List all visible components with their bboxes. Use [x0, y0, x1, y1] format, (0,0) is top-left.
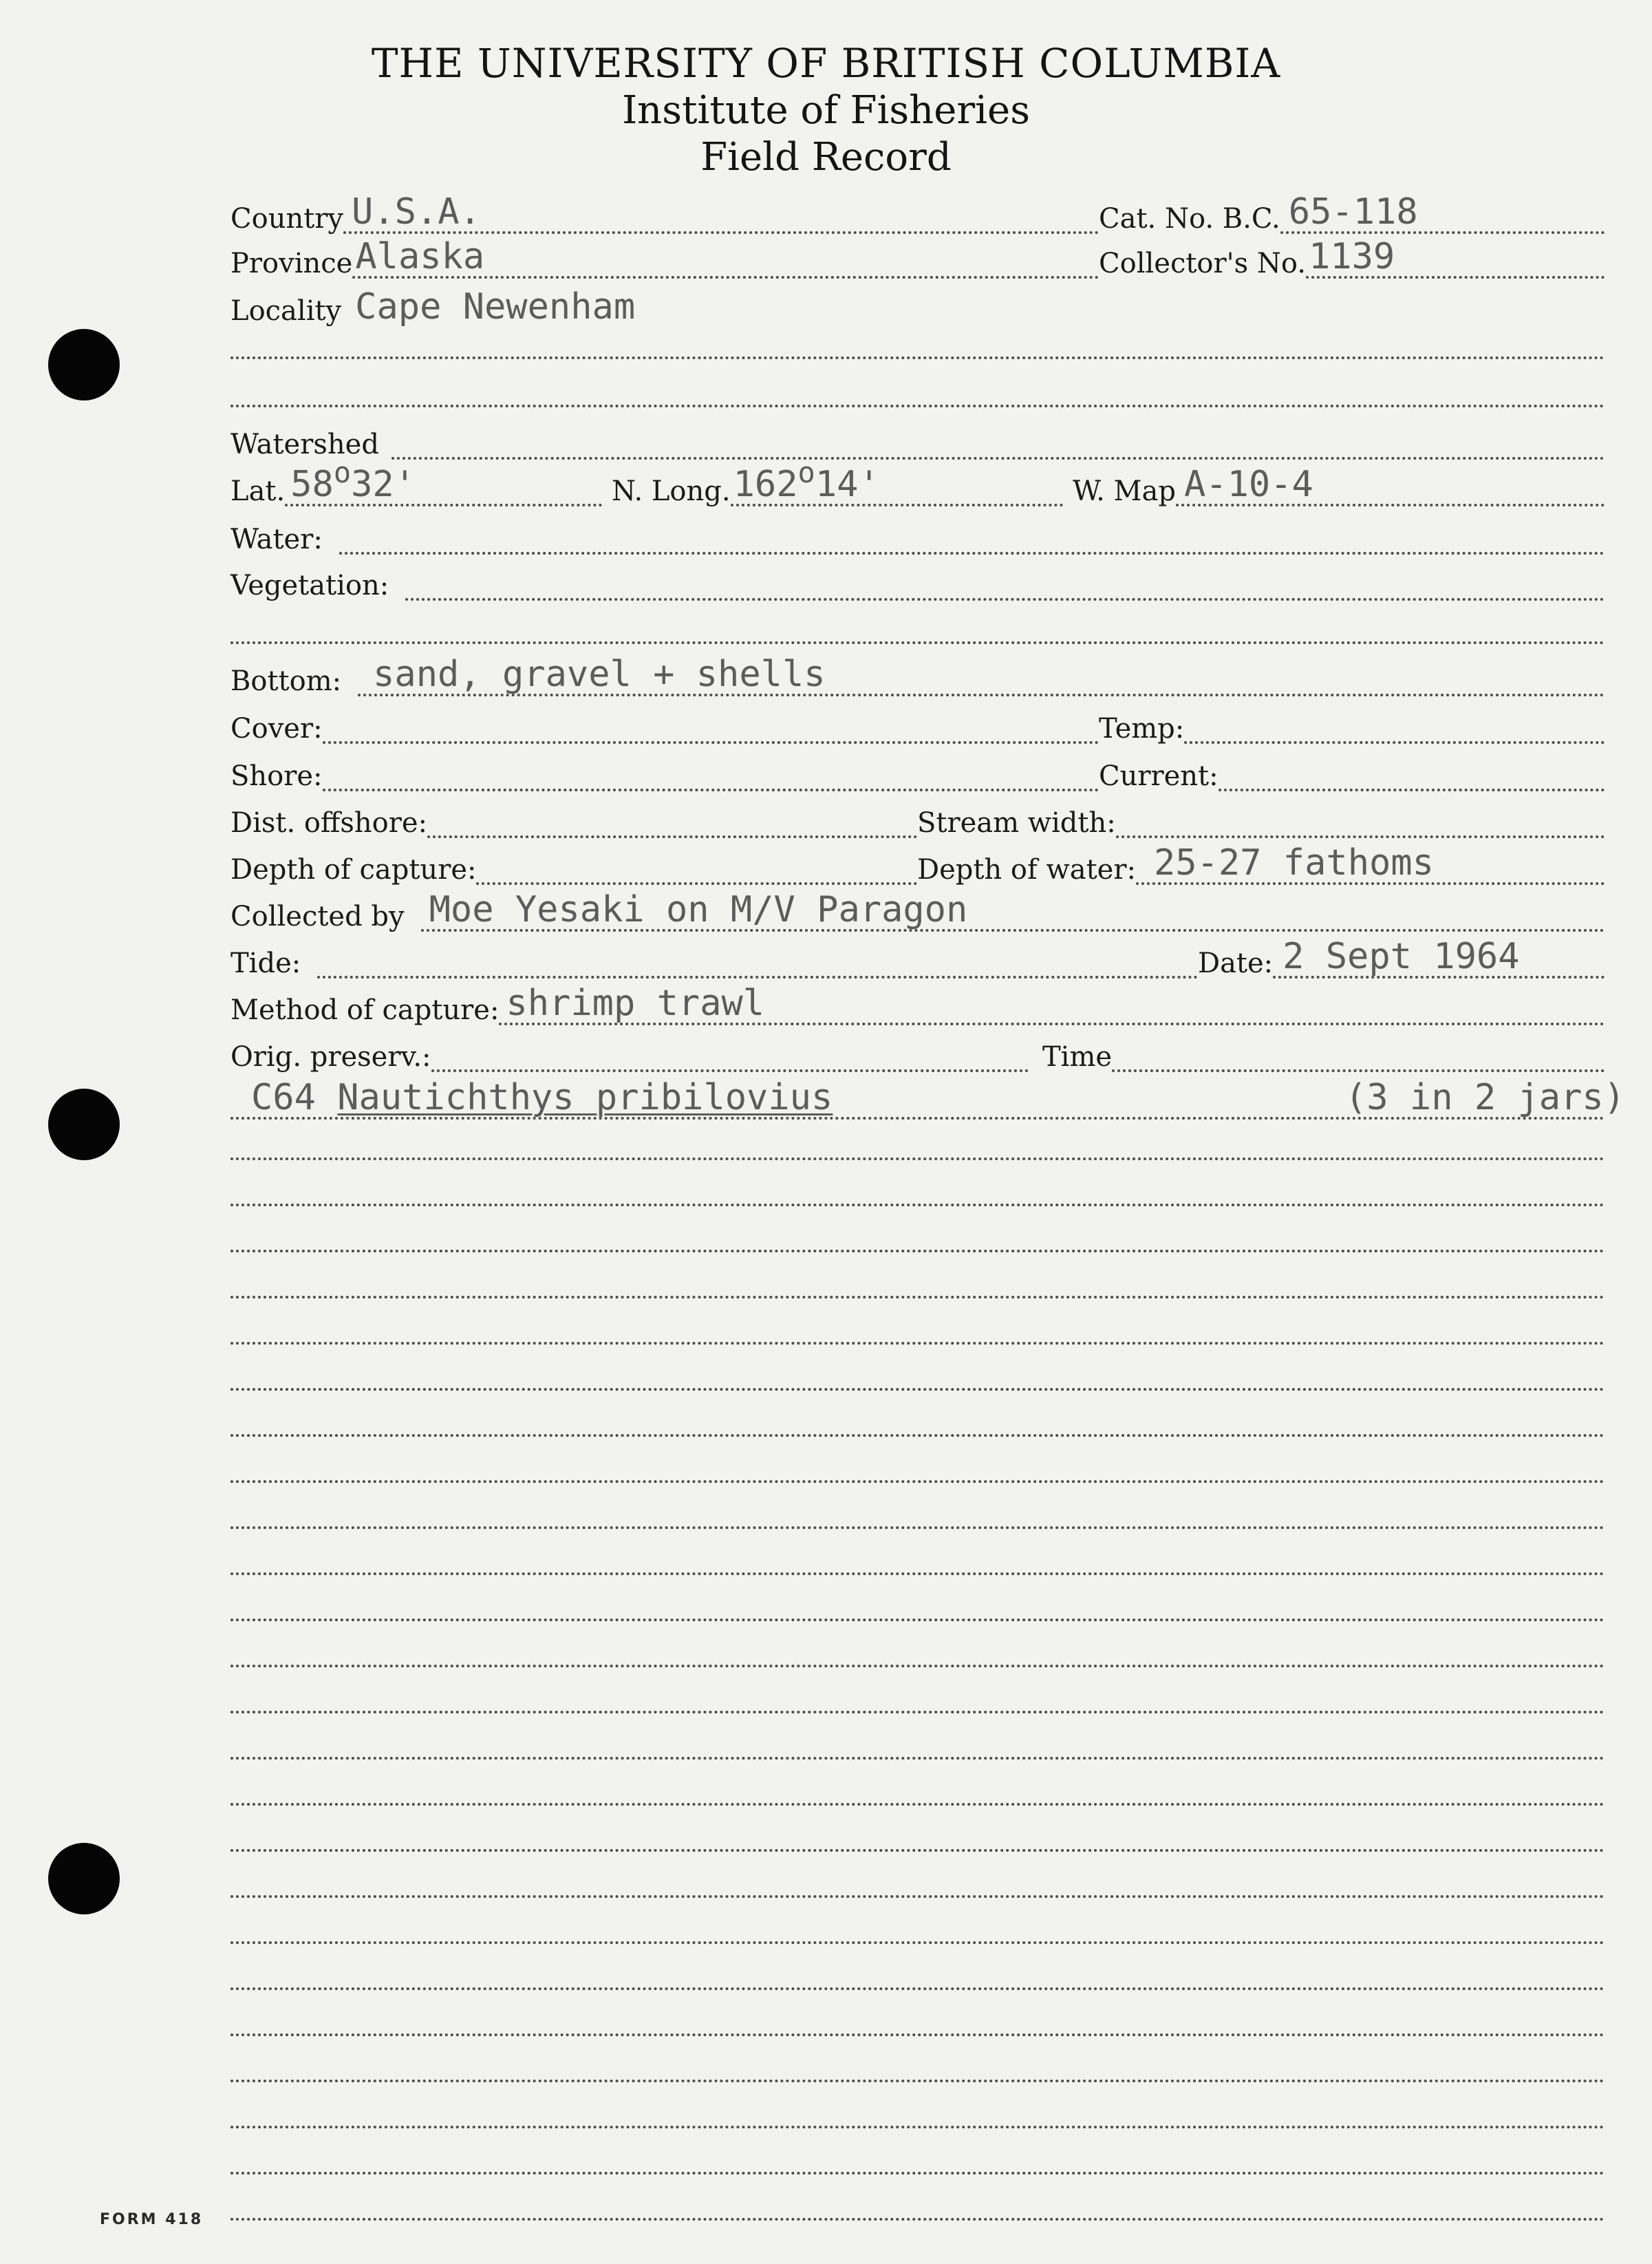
blank-line — [230, 1480, 1605, 1483]
row-depth — [230, 844, 1605, 885]
map-value[interactable]: A-10-4 — [1183, 464, 1313, 505]
collected-by-label: Collected by — [230, 901, 405, 932]
province-value[interactable]: Alaska — [355, 236, 485, 277]
cat-no-value[interactable]: 65-118 — [1288, 191, 1418, 233]
blank-line — [230, 1296, 1605, 1299]
blank-line — [230, 1434, 1605, 1437]
record-title: Field Record — [700, 135, 952, 180]
form-number: FORM 418 — [100, 2211, 204, 2228]
row-water — [230, 513, 1605, 555]
bottom-value[interactable]: sand, gravel + shells — [373, 654, 826, 695]
row-watershed — [230, 418, 1605, 460]
method-value[interactable]: shrimp trawl — [506, 983, 765, 1024]
blank-line — [230, 1711, 1605, 1713]
shore-label: Shore: — [230, 760, 323, 792]
depth-water-label: Depth of water: — [917, 854, 1136, 886]
vegetation-label: Vegetation: — [230, 570, 389, 601]
blank-line — [230, 2080, 1605, 2082]
country-value[interactable]: U.S.A. — [352, 191, 481, 233]
row-specimen — [230, 1077, 1625, 1120]
blank-line — [230, 2172, 1605, 2175]
blank-line — [230, 1941, 1605, 1944]
punch-hole-top — [48, 329, 120, 401]
row-tide — [230, 937, 1605, 979]
institute-title: Institute of Fisheries — [622, 88, 1030, 133]
row-cover — [230, 703, 1605, 744]
blank-line — [230, 1987, 1605, 1990]
row-bottom — [230, 655, 1605, 696]
orig-preserv-label: Orig. preserv.: — [230, 1041, 431, 1073]
row-dist-offshore — [230, 797, 1605, 838]
row-collected-by — [230, 890, 1605, 932]
map-label: W. Map — [1073, 476, 1176, 507]
lat-value[interactable]: 58$^o$32' — [290, 456, 416, 505]
depth-water-value[interactable]: 25-27 fathoms — [1153, 842, 1434, 884]
specimen-name: Nautichthys pribilovius — [337, 1077, 833, 1118]
collectors-no-label: Collector's No. — [1099, 248, 1306, 279]
blank-line — [230, 1757, 1605, 1760]
depth-capture-label: Depth of capture: — [230, 854, 477, 886]
bottom-label: Bottom: — [230, 665, 342, 697]
punch-hole-middle — [48, 1089, 120, 1160]
date-value[interactable]: 2 Sept 1964 — [1283, 936, 1520, 977]
row-locality — [230, 285, 1605, 326]
blank-line — [230, 1619, 1605, 1621]
specimen-count[interactable]: (3 in 2 jars) — [1345, 1077, 1625, 1118]
time-label: Time — [1042, 1041, 1113, 1073]
method-label: Method of capture: — [230, 994, 500, 1026]
long-label: N. Long. — [612, 476, 731, 507]
long-value[interactable]: 162$^o$14' — [733, 456, 880, 505]
row-vegetation — [230, 559, 1605, 601]
row-shore — [230, 750, 1605, 791]
current-label: Current: — [1099, 760, 1219, 792]
locality-line-3 — [230, 405, 1605, 407]
locality-line-2 — [230, 356, 1605, 359]
blank-line — [230, 1665, 1605, 1667]
row-coordinates — [230, 456, 1605, 507]
blank-line — [230, 2218, 1605, 2221]
vegetation-line-2 — [230, 641, 1605, 644]
blank-line — [230, 2033, 1605, 2036]
locality-value[interactable]: Cape Newenham — [355, 286, 636, 328]
collectors-no-value[interactable]: 1139 — [1308, 236, 1395, 277]
watershed-label: Watershed — [230, 429, 379, 460]
blank-line — [230, 1157, 1605, 1160]
date-label: Date: — [1198, 948, 1274, 979]
blank-line — [230, 1895, 1605, 1898]
university-title: THE UNIVERSITY OF BRITISH COLUMBIA — [371, 40, 1281, 87]
water-label: Water: — [230, 524, 323, 555]
blank-line — [230, 1204, 1605, 1206]
country-label: Country — [230, 203, 344, 235]
stream-width-label: Stream width: — [917, 807, 1116, 839]
blank-line — [230, 1388, 1605, 1391]
punch-hole-bottom — [48, 1843, 120, 1914]
specimen-entry[interactable] — [251, 1077, 833, 1118]
blank-line — [230, 1342, 1605, 1345]
cover-label: Cover: — [230, 713, 323, 745]
row-orig-preserv — [230, 1031, 1605, 1072]
row-method — [230, 984, 1605, 1025]
blank-line — [230, 1250, 1605, 1252]
tide-label: Tide: — [230, 948, 301, 979]
lat-label: Lat. — [230, 476, 286, 507]
specimen-code: C64 — [251, 1077, 316, 1118]
blank-line — [230, 1572, 1605, 1575]
locality-label: Locality — [230, 295, 342, 327]
province-label: Province — [230, 248, 353, 279]
blank-line — [230, 2126, 1605, 2128]
blank-line — [230, 1526, 1605, 1529]
cat-no-label: Cat. No. B.C. — [1099, 203, 1280, 235]
dist-offshore-label: Dist. offshore: — [230, 807, 428, 839]
row-province — [230, 237, 1605, 279]
temp-label: Temp: — [1099, 713, 1185, 745]
blank-line — [230, 1849, 1605, 1852]
collected-by-value[interactable]: Moe Yesaki on M/V Paragon — [429, 889, 968, 930]
row-country — [230, 193, 1605, 234]
blank-line — [230, 1803, 1605, 1806]
